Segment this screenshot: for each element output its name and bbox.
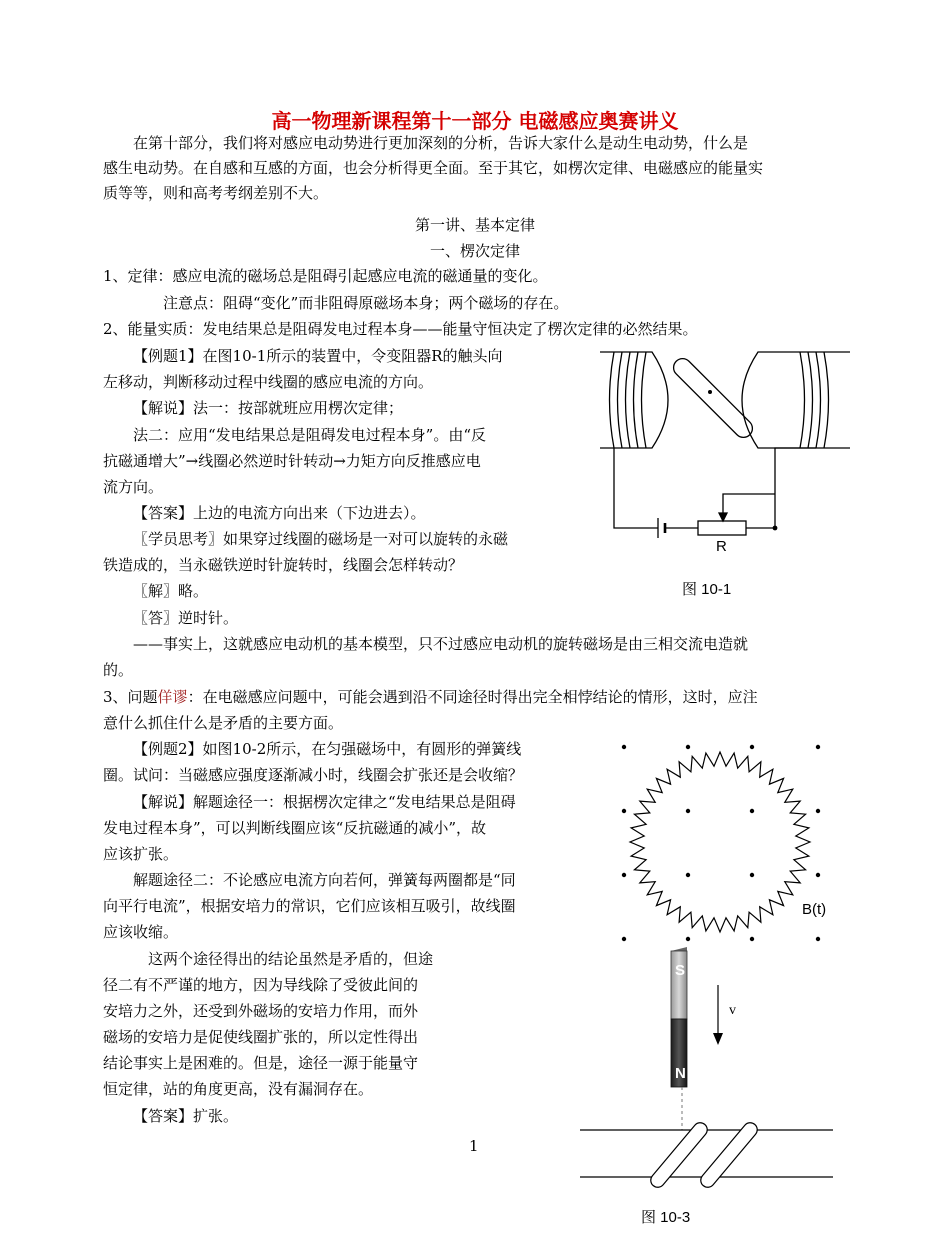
velocity-label: v xyxy=(729,1003,736,1018)
rheostat-slider xyxy=(723,494,775,518)
item-1-note: 注意点：阻碍“变化”而非阻碍原磁场本身；两个磁场的存在。 xyxy=(163,294,569,312)
intro-line-3: 质等等，则和高考考纲差别不大。 xyxy=(103,184,329,202)
example1-line: 〖答〗逆时针。 xyxy=(133,609,239,627)
page-title: 高一物理新课程第十一部分 电磁感应奥赛讲义 xyxy=(271,109,679,133)
field-label: B(t) xyxy=(802,901,827,918)
page-number: 1 xyxy=(469,1137,479,1155)
example2-line: 结论事实上是困难的。但是，途径一源于能量守 xyxy=(103,1054,419,1072)
rheostat xyxy=(698,521,746,535)
example1-line: 的。 xyxy=(103,661,134,679)
example2-answer: 【答案】扩张。 xyxy=(133,1107,239,1125)
intro-line-1: 在第十部分，我们将对感应电动势进行更加深刻的分析，告诉大家什么是动生电动势，什么是 xyxy=(133,134,749,152)
figure-10-1-caption: 图 10-1 xyxy=(682,581,732,598)
example2-line: 【解说】解题途径一：根据楞次定律之“发电结果总是阻碍 xyxy=(133,793,516,811)
magnet-s-label: S xyxy=(675,962,686,979)
example1-line: 【例题1】在图10-1所示的装置中，令变阻器R的触头向 xyxy=(133,347,503,365)
example1-line: 流方向。 xyxy=(103,478,164,496)
magnet-n-label: N xyxy=(675,1065,686,1082)
left-coil xyxy=(610,352,647,448)
section-heading: 一、楞次定律 xyxy=(429,242,520,260)
example2-line: 磁场的安培力是促使线圈扩张的，所以定性得出 xyxy=(103,1028,419,1046)
example2-line: 解题途径二：不论感应电流方向若何，弹簧每两圈都是“同 xyxy=(133,871,516,889)
example2-line: 发电过程本身”，可以判断线圈应该“反抗磁通的减小”，故 xyxy=(103,819,487,837)
figure-10-3-caption: 图 10-3 xyxy=(641,1209,691,1226)
example1-line: 【解说】法一：按部就班应用楞次定律； xyxy=(133,399,404,417)
figure-10-3 xyxy=(575,945,845,1195)
example1-line: 法二：应用“发电结果总是阻碍发电过程本身”。由“反 xyxy=(133,426,487,444)
right-coil xyxy=(800,352,829,448)
example2-line: 向平行电流”，根据安培力的常识，它们应该相互吸引，故线圈 xyxy=(103,897,516,915)
intro-line-2: 感生电动势。在自感和互感的方面，也会分析得更全面。至于其它，如楞次定律、电磁感应的能量实 xyxy=(103,159,764,177)
circuit-wire xyxy=(614,448,658,528)
example1-line: 铁造成的，当永磁铁逆时针旋转时，线圈会怎样转动？ xyxy=(103,556,464,574)
example2-line: 恒定律，站的角度更高，没有漏洞存在。 xyxy=(103,1080,374,1098)
example2-line: 应该扩张。 xyxy=(103,845,179,863)
example2-line: 应该收缩。 xyxy=(103,923,179,941)
example2-line: 安培力之外，还受到外磁场的安培力作用，而外 xyxy=(103,1002,419,1020)
example1-line: 〖解〗略。 xyxy=(133,582,209,600)
figure-10-2 xyxy=(612,735,832,950)
spring-coil xyxy=(630,752,810,932)
item-3 xyxy=(103,686,758,708)
example1-line: 抗磁通增大”→线圈必然逆时针转动→力矩方向反推感应电 xyxy=(103,452,481,470)
figure-10-1 xyxy=(600,340,850,560)
example1-line: 左移动，判断移动过程中线圈的感应电流的方向。 xyxy=(103,373,434,391)
item-3-highlight: 佯谬 xyxy=(157,688,188,706)
item-3-line-2: 意什么抓住什么是矛盾的主要方面。 xyxy=(103,714,344,732)
example1-line: 〖学员思考〗如果穿过线圈的磁场是一对可以旋转的永磁 xyxy=(133,530,509,548)
example1-line: ——事实上，这就感应电动机的基本模型，只不过感应电动机的旋转磁场是由三相交流电造就 xyxy=(133,635,749,653)
lecture-heading: 第一讲、基本定律 xyxy=(414,216,535,234)
resistor-label: R xyxy=(716,538,727,555)
example2-line: 圈。试问：当磁感应强度逐渐减小时，线圈会扩张还是会收缩？ xyxy=(103,766,524,784)
example2-line: 径二有不严谨的地方，因为导线除了受彼此间的 xyxy=(103,976,419,994)
right-pole-piece xyxy=(742,352,850,448)
example2-line: 【例题2】如图10-2所示，在匀强磁场中，有圆形的弹簧线 xyxy=(133,740,522,758)
example1-answer: 【答案】上边的电流方向出来（下边进去）。 xyxy=(133,504,426,522)
item-1: 1、定律：感应电流的磁场总是阻碍引起感应电流的磁通量的变化。 xyxy=(103,267,548,285)
rotating-coil xyxy=(670,355,756,441)
item-3-rest: ：在电磁感应问题中，可能会遇到沿不同途径时得出完全相悖结论的情形，这时，应注 xyxy=(187,688,758,706)
item-2: 2、能量实质：发电结果总是阻碍发电过程本身——能量守恒决定了楞次定律的必然结果。 xyxy=(103,320,698,338)
field-dots xyxy=(622,745,820,941)
example2-line: 这两个途径得出的结论虽然是矛盾的，但途 xyxy=(148,950,434,968)
item-3-prefix: 3、问题 xyxy=(103,688,158,706)
